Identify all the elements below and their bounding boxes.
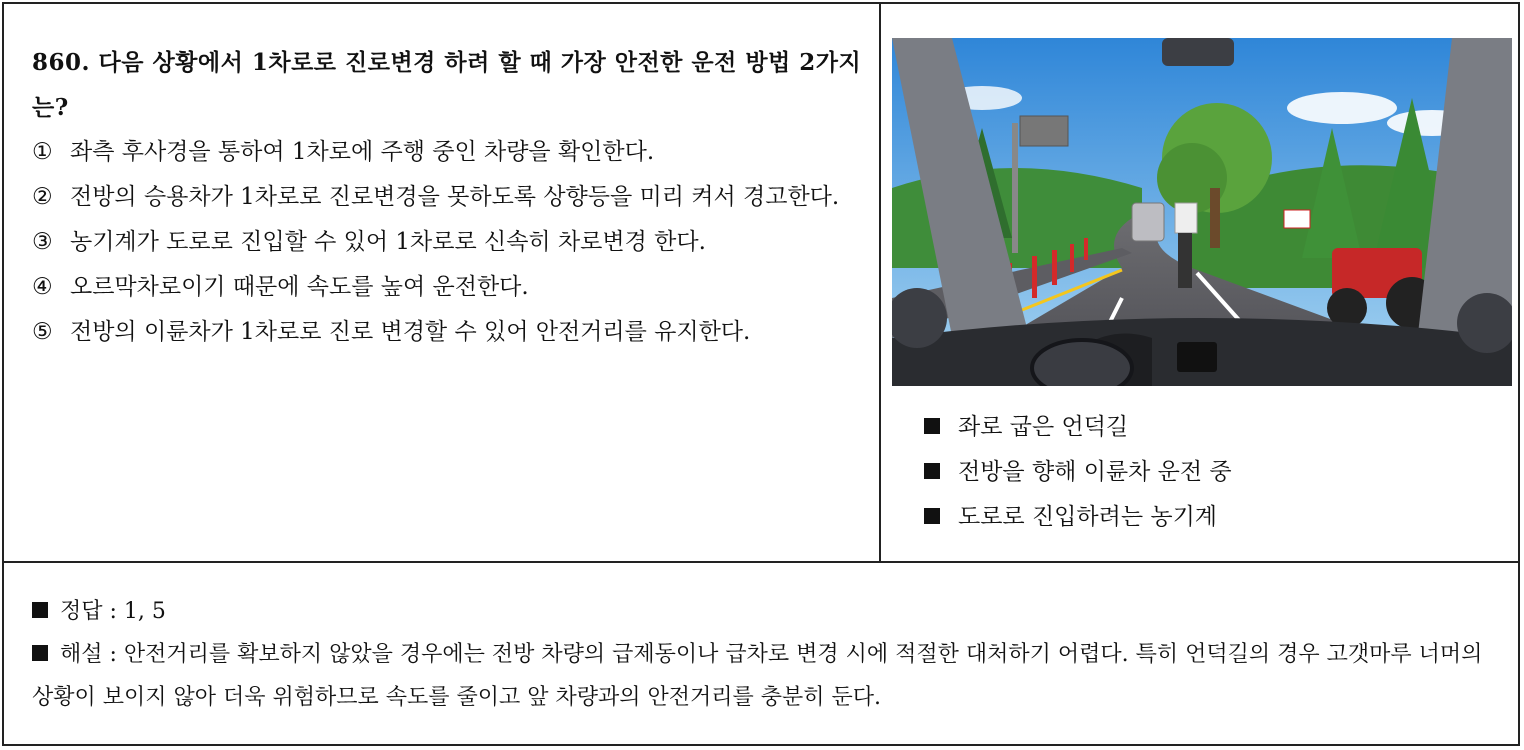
- square-bullet-icon: [924, 463, 940, 479]
- condition-text: 좌로 굽은 언덕길: [958, 414, 1129, 440]
- divider-horizontal: [2, 561, 1520, 563]
- situation-conditions: [924, 405, 1232, 540]
- question-title: 860. 다음 상황에서 1차로로 진로변경 하려 할 때 가장 안전한 운전 방법 2가지는?: [32, 49, 862, 121]
- option-number: ④: [32, 274, 53, 300]
- answer-block: [32, 590, 1497, 719]
- condition-item: [924, 495, 1232, 540]
- option-number: ①: [32, 139, 53, 165]
- square-bullet-icon: [32, 602, 48, 618]
- option-text: 오르막차로이기 때문에 속도를 높여 운전한다.: [70, 274, 529, 300]
- option-5: [32, 310, 862, 355]
- square-bullet-icon: [924, 418, 940, 434]
- option-text: 전방의 이륜차가 1차로로 진로 변경할 수 있어 안전거리를 유지한다.: [70, 319, 751, 345]
- option-1: [32, 130, 862, 175]
- driving-scene-image: [892, 38, 1512, 386]
- explanation-line: [32, 633, 1497, 719]
- divider-vertical: [879, 2, 881, 563]
- condition-item: [924, 405, 1232, 450]
- option-4: [32, 265, 862, 310]
- option-text: 좌측 후사경을 통하여 1차로에 주행 중인 차량을 확인한다.: [70, 139, 655, 165]
- option-3: [32, 220, 862, 265]
- option-text: 농기계가 도로로 진입할 수 있어 1차로로 신속히 차로변경 한다.: [70, 229, 706, 255]
- question-block: [32, 40, 862, 355]
- square-bullet-icon: [924, 508, 940, 524]
- option-2: [32, 175, 862, 220]
- option-number: ③: [32, 229, 53, 255]
- answer-text: 정답 : 1, 5: [60, 599, 166, 624]
- answer-line: [32, 590, 1497, 633]
- square-bullet-icon: [32, 645, 48, 661]
- condition-text: 전방을 향해 이륜차 운전 중: [958, 459, 1232, 485]
- option-number: ⑤: [32, 319, 53, 345]
- condition-text: 도로로 진입하려는 농기계: [958, 504, 1218, 530]
- condition-item: [924, 450, 1232, 495]
- option-text: 전방의 승용차가 1차로로 진로변경을 못하도록 상향등을 미리 켜서 경고한다.: [70, 184, 840, 210]
- explanation-text: 해설 : 안전거리를 확보하지 않았을 경우에는 전방 차량의 급제동이나 급차로 변경 시에 적절한 대처하기 어렵다. 특히 언덕길의 경우 고갯마루 너머의 상황이 보이지 않아 더욱 위험하므로 속도를 줄이고 앞 차량과의 안전거리를 충분히 둔다.: [32, 642, 1483, 710]
- option-number: ②: [32, 184, 53, 210]
